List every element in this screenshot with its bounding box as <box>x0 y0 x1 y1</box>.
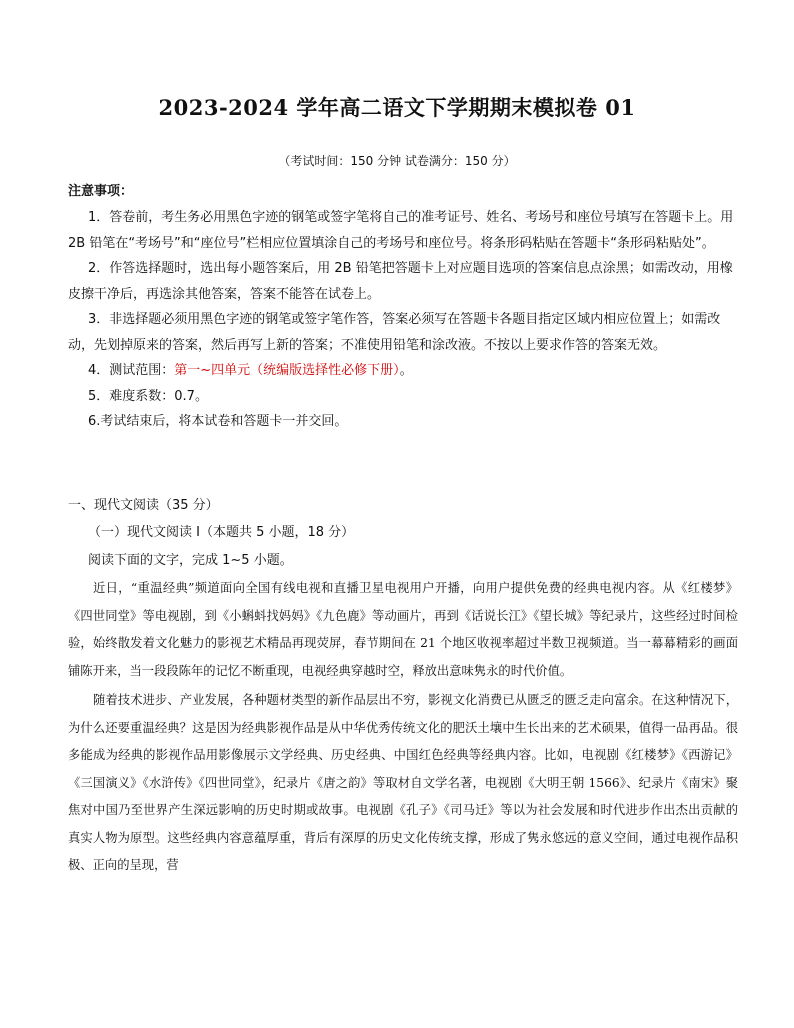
note-item-1: 1．答卷前，考生务必用黑色字迹的钢笔或签字笔将自己的准考证号、姓名、考场号和座位号填写在答题卡上。用 2B 铅笔在“考场号”和“座位号”栏相应位置填涂自己的考场号和座位号。将条形码粘贴在答题卡“条形码粘贴处”。 <box>68 210 734 251</box>
passage-paragraph: 随着技术进步、产业发展，各种题材类型的新作品层出不穷，影视文化消费已从匮乏的匮乏走向富余。在这种情况下，为什么还要重温经典？这是因为经典影视作品是从中华优秀传统文化的肥沃土壤中生长出来的艺术硕果，值得一品再品。很多能成为经典的影视作品用影像展示文学经典、历史经典、中国红色经典等经典内容。比如，电视剧《红楼梦》《西游记》《三国演义》《水浒传》《四世同堂》，纪录片《唐之韵》等取材自文学名著，电视剧《大明王朝 1566》、纪录片《南宋》聚焦对中国乃至世界产生深远影响的历史时期或故事。电视剧《孔子》《司马迁》等以为社会发展和时代进步作出杰出贡献的真实人物为原型。这些经典内容意蕴厚重，背后有深厚的历史文化传统支撑，形成了隽永悠远的意义空间，通过电视作品积极、正向的呈现，营 <box>68 693 738 872</box>
note-item-4-prefix: 4．测试范围： <box>88 363 175 378</box>
notes-heading: 注意事项： <box>68 184 134 199</box>
note-item-2: 2．作答选择题时，选出每小题答案后，用 2B 铅笔把答题卡上对应题目选项的答案信息点涂黑；如需改动，用橡皮擦干净后，再选涂其他答案，答案不能答在试卷上。 <box>68 261 733 302</box>
reading-instruction: 阅读下面的文字，完成 1~5 小题。 <box>88 553 293 568</box>
note-item-4 <box>68 358 740 384</box>
note-item-6: 6.考试结束后，将本试卷和答题卡一并交回。 <box>88 414 348 429</box>
note-item-4-suffix: 。 <box>399 363 413 378</box>
exam-info: （考试时间：150 分钟 试卷满分：150 分） <box>278 154 516 168</box>
section-heading: 一、现代文阅读（35 分） <box>68 498 219 513</box>
note-item-3: 3．非选择题必须用黑色字迹的钢笔或签字笔作答，答案必须写在答题卡各题目指定区域内相应位置上；如需改动，先划掉原来的答案，然后再写上新的答案；不准使用铅笔和涂改液。不按以上要求作答的答案无效。 <box>68 312 721 353</box>
page-title: 2023-2024 学年高二语文下学期期末模拟卷 01 <box>158 95 636 120</box>
note-item-5: 5．难度系数：0.7。 <box>88 388 208 404</box>
test-range: 第一~四单元（统编版选择性必修下册） <box>174 363 400 378</box>
passage-paragraph: 近日，“重温经典”频道面向全国有线电视和直播卫星电视用户开播，向用户提供免费的经典电视内容。从《红楼梦》《四世同堂》等电视剧，到《小蝌蚪找妈妈》《九色鹿》等动画片，再到《话说长江》《望长城》等纪录片，这些经过时间检验，始终散发着文化魅力的影视艺术精品再现荧屏，春节期间在 21 个地区收视率超过半数卫视频道。当一幕幕精彩的画面铺陈开来，当一段段陈年的记忆不断重现，电视经典穿越时空，释放出意味隽永的时代价值。 <box>68 581 738 678</box>
reading-passage <box>68 575 738 882</box>
subsection-heading: （一）现代文阅读 I（本题共 5 小题，18 分） <box>88 525 355 540</box>
notes-list <box>68 205 740 435</box>
